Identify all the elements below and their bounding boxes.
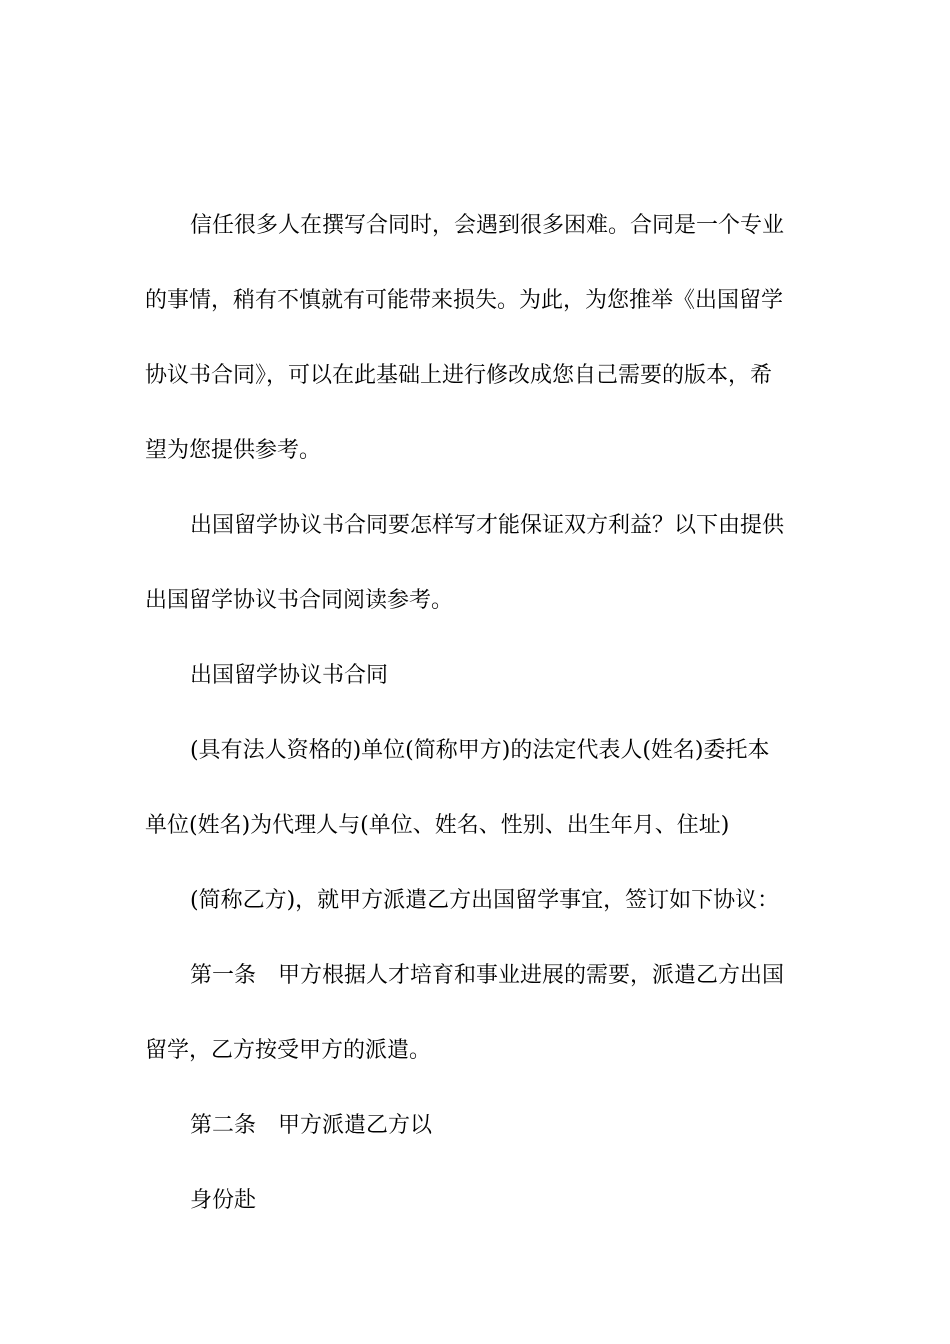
paragraph-intro-line-4: 望为您提供参考。 — [145, 438, 322, 463]
article-1-line-1: 第一条 甲方根据人才培育和事业进展的需要，派遣乙方出国 — [190, 963, 785, 988]
paragraph-question-line-1: 出国留学协议书合同要怎样写才能保证双方利益？以下由提供 — [190, 513, 785, 538]
paragraph-intro-line-1: 信任很多人在撰写合同时，会遇到很多困难。合同是一个专业 — [190, 213, 785, 238]
paragraph-question-line-2: 出国留学协议书合同阅读参考。 — [145, 588, 454, 613]
article-1-line-2: 留学，乙方按受甲方的派遣。 — [145, 1038, 432, 1063]
paragraph-parties-line-2: 单位(姓名)为代理人与(单位、姓名、性别、出生年月、住址) — [145, 813, 730, 838]
article-2-line-1: 第二条 甲方派遣乙方以 — [190, 1113, 433, 1138]
article-2-line-2: 身份赴 — [190, 1188, 257, 1213]
paragraph-intro-line-2: 的事情，稍有不慎就有可能带来损失。为此，为您推举《出国留学 — [145, 288, 784, 313]
paragraph-parties-line-3: (简称乙方)，就甲方派遣乙方出国留学事宜，签订如下协议： — [190, 888, 780, 913]
contract-title: 出国留学协议书合同 — [190, 663, 389, 688]
paragraph-intro-line-3: 协议书合同》，可以在此基础上进行修改成您自己需要的版本，希 — [145, 363, 773, 388]
paragraph-parties-line-1: (具有法人资格的)单位(简称甲方)的法定代表人(姓名)委托本 — [190, 738, 770, 763]
